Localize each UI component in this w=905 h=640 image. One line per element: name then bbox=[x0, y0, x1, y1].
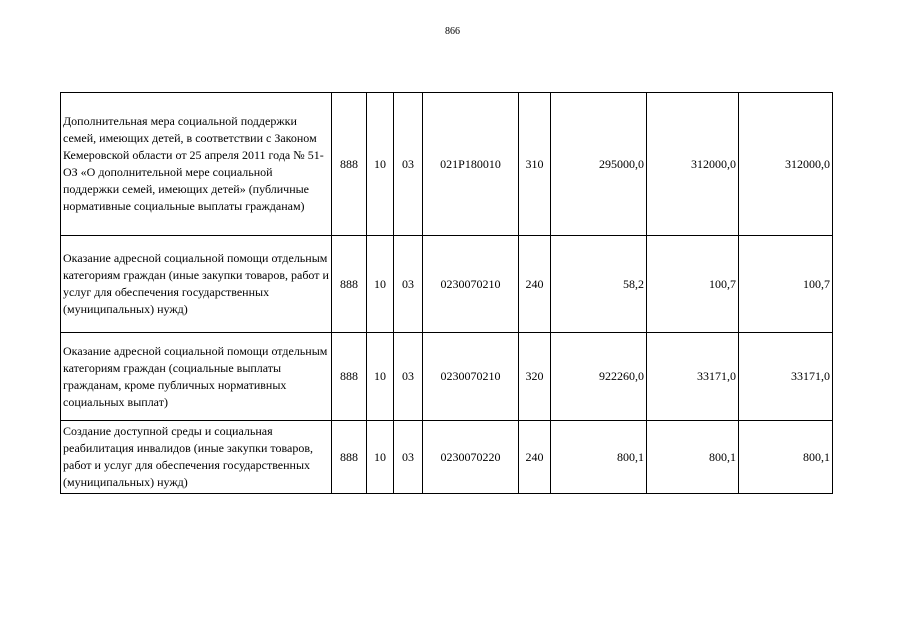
amount-3: 33171,0 bbox=[739, 333, 833, 421]
ministry-code: 888 bbox=[332, 236, 367, 333]
amount-1: 800,1 bbox=[551, 421, 647, 494]
row-description: Дополнительная мера социальной поддержки семей, имеющих детей, в соответствии с Законом Кемеровской области от 25 апреля 2011 года № 51-ОЗ «О дополнительной мере социальной поддержки семей, имеющих детей» (публичные нормативные социальные выплаты гражданам) bbox=[61, 93, 332, 236]
subsection-code: 03 bbox=[394, 333, 423, 421]
target-article-code: 0230070210 bbox=[423, 333, 519, 421]
subsection-code: 03 bbox=[394, 236, 423, 333]
ministry-code: 888 bbox=[332, 333, 367, 421]
expense-type-code: 310 bbox=[519, 93, 551, 236]
table-row bbox=[61, 421, 833, 494]
expense-type-code: 240 bbox=[519, 421, 551, 494]
amount-3: 312000,0 bbox=[739, 93, 833, 236]
target-article-code: 021P180010 bbox=[423, 93, 519, 236]
expense-type-code: 320 bbox=[519, 333, 551, 421]
amount-1: 922260,0 bbox=[551, 333, 647, 421]
expense-type-code: 240 bbox=[519, 236, 551, 333]
subsection-code: 03 bbox=[394, 93, 423, 236]
target-article-code: 0230070210 bbox=[423, 236, 519, 333]
subsection-code: 03 bbox=[394, 421, 423, 494]
row-description: Оказание адресной социальной помощи отдельным категориям граждан (социальные выплаты гражданам, кроме публичных нормативных социальных выплат) bbox=[61, 333, 332, 421]
table-row bbox=[61, 236, 833, 333]
row-description: Создание доступной среды и социальная реабилитация инвалидов (иные закупки товаров, работ и услуг для обеспечения государственных (муниципальных) нужд) bbox=[61, 421, 332, 494]
table-row bbox=[61, 93, 833, 236]
section-code: 10 bbox=[367, 421, 394, 494]
section-code: 10 bbox=[367, 93, 394, 236]
section-code: 10 bbox=[367, 333, 394, 421]
amount-2: 33171,0 bbox=[647, 333, 739, 421]
amount-2: 100,7 bbox=[647, 236, 739, 333]
amount-3: 100,7 bbox=[739, 236, 833, 333]
page-number: 866 bbox=[445, 26, 460, 37]
amount-3: 800,1 bbox=[739, 421, 833, 494]
amount-2: 800,1 bbox=[647, 421, 739, 494]
ministry-code: 888 bbox=[332, 421, 367, 494]
budget-table bbox=[60, 92, 833, 494]
target-article-code: 0230070220 bbox=[423, 421, 519, 494]
ministry-code: 888 bbox=[332, 93, 367, 236]
table-row bbox=[61, 333, 833, 421]
section-code: 10 bbox=[367, 236, 394, 333]
amount-1: 58,2 bbox=[551, 236, 647, 333]
amount-1: 295000,0 bbox=[551, 93, 647, 236]
amount-2: 312000,0 bbox=[647, 93, 739, 236]
row-description: Оказание адресной социальной помощи отдельным категориям граждан (иные закупки товаров, работ и услуг для обеспечения государственных (муниципальных) нужд) bbox=[61, 236, 332, 333]
